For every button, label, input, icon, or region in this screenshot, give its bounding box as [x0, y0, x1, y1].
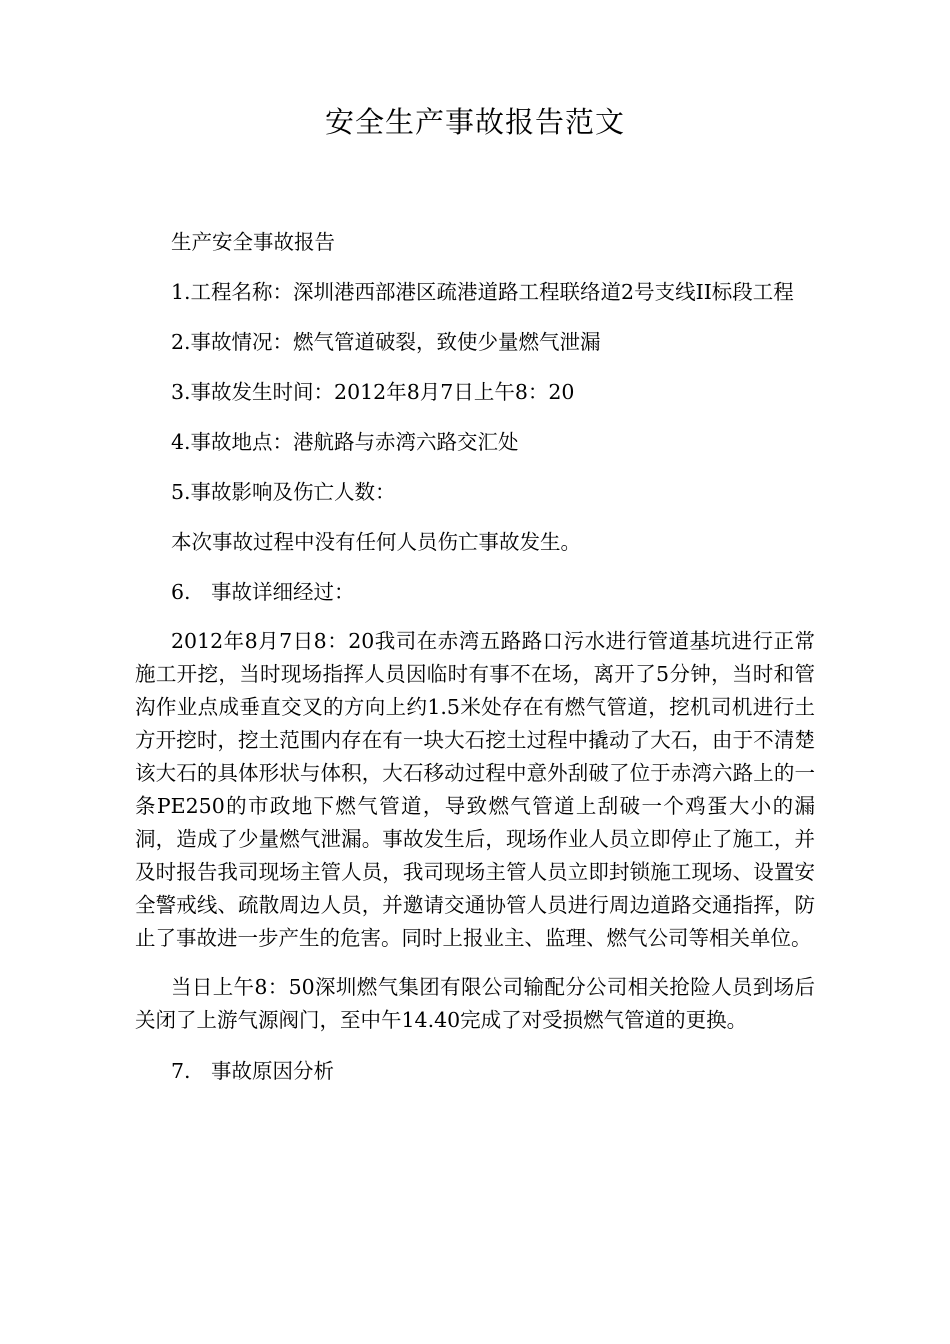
item-accident-situation: 2.事故情况：燃气管道破裂，致使少量燃气泄漏: [171, 330, 601, 354]
item-project-name: 1.工程名称：深圳港西部港区疏港道路工程联络道2号支线II标段工程: [171, 280, 794, 304]
report-heading: 生产安全事故报告: [171, 230, 335, 254]
item-cause-analysis: 7. 事故原因分析: [171, 1059, 335, 1083]
document-title: 安全生产事故报告范文: [324, 105, 625, 139]
detail-paragraph: 当日上午8：50深圳燃气集团有限公司输配分公司相关抢险人员到场后关闭了上游气源阀门，至中午14.40完成了对受损燃气管道的更换。: [135, 975, 815, 1032]
item-casualties: 5.事故影响及伤亡人数：: [171, 480, 396, 504]
document-body: [135, 226, 815, 1088]
item-accident-time: 3.事故发生时间：2012年8月7日上午8：20: [171, 380, 575, 404]
item-accident-location: 4.事故地点：港航路与赤湾六路交汇处: [171, 430, 519, 454]
item-accident-details: 6. 事故详细经过：: [171, 580, 355, 604]
detail-paragraph: 2012年8月7日8：20我司在赤湾五路路口污水进行管道基坑进行正常施工开挖，当时现场指挥人员因临时有事不在场，离开了5分钟，当时和管沟作业点成垂直交叉的方向上约1.5米处存在有燃气管道，挖机司机进行土方开挖时，挖土范围内存在有一块大石挖土过程中撬动了大石，由于不清楚该大石的具体形状与体积，大石移动过程中意外刮破了位于赤湾六路上的一条PE250的市政地下燃气管道，导致燃气管道上刮破一个鸡蛋大小的漏洞，造成了少量燃气泄漏。事故发生后，现场作业人员立即停止了施工，并及时报告我司现场主管人员，我司现场主管人员立即封锁施工现场、设置安全警戒线、疏散周边人员，并邀请交通协管人员进行周边道路交通指挥，防止了事故进一步产生的危害。同时上报业主、监理、燃气公司等相关单位。: [135, 629, 815, 950]
casualties-statement: 本次事故过程中没有任何人员伤亡事故发生。: [171, 530, 581, 554]
